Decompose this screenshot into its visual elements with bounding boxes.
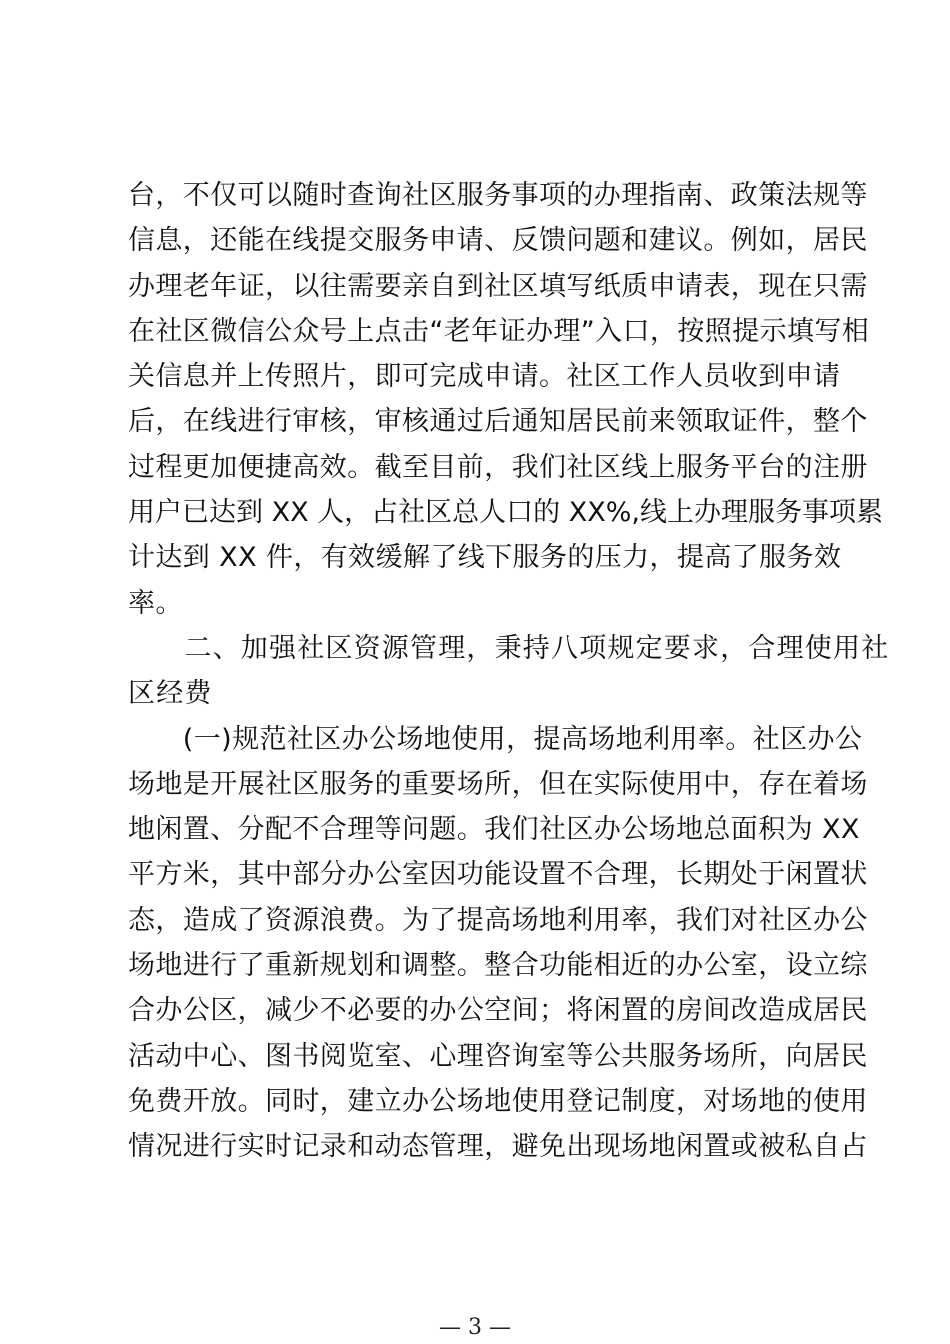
text-line: 过程更加便捷高效。截至目前，我们社区线上服务平台的注册: [128, 451, 868, 483]
text-line: 率。: [128, 587, 183, 619]
text-line: 合办公区，减少不必要的办公空间；将闲置的房间改造成居民: [128, 995, 868, 1027]
text-line: 信息，还能在线提交服务申请、反馈问题和建议。例如，居民: [128, 225, 868, 257]
text-line: 台，不仅可以随时查询社区服务事项的办理指南、政策法规等: [128, 180, 868, 211]
section-heading-line: 区经费: [128, 678, 213, 710]
section-heading-line: 二、加强社区资源管理，秉持八项规定要求，合理使用社: [128, 632, 890, 664]
text-line: 免费开放。同时，建立办公场地使用登记制度，对场地的使用: [128, 1085, 868, 1117]
subsection-heading-line: (一)规范社区办公场地使用，提高场地利用率。社区办公: [128, 723, 863, 755]
text-line: 态，造成了资源浪费。为了提高场地利用率，我们对社区办公: [128, 904, 868, 936]
text-line: 计达到 XX 件，有效缓解了线下服务的压力，提高了服务效: [128, 542, 842, 574]
text-line: 场地进行了重新规划和调整。整合功能相近的办公室，设立综: [128, 950, 868, 982]
text-line: 场地是开展社区服务的重要场所，但在实际使用中，存在着场: [128, 768, 868, 800]
text-line: 情况进行实时记录和动态管理，避免出现场地闲置或被私自占: [128, 1131, 868, 1163]
text-line: 地闲置、分配不合理等问题。我们社区办公场地总面积为 XX: [128, 814, 860, 846]
body-text: [128, 173, 890, 1170]
page-number: — 3 —: [439, 1315, 511, 1340]
text-line: 用户已达到 XX 人，占社区总人口的 XX%,线上办理服务事项累: [128, 497, 883, 529]
text-line: 活动中心、图书阅览室、心理咨询室等公共服务场所，向居民: [128, 1040, 868, 1072]
text-line: 在社区微信公众号上点击“老年证办理”入口，按照提示填写相: [128, 315, 870, 347]
text-line: 关信息并上传照片，即可完成申请。社区工作人员收到申请: [128, 361, 841, 393]
text-line: 办理老年证，以往需要亲自到社区填写纸质申请表，现在只需: [128, 270, 868, 302]
text-line: 平方米，其中部分办公室因功能设置不合理，长期处于闲置状: [128, 859, 868, 891]
text-line: 后，在线进行审核，审核通过后通知居民前来领取证件，整个: [128, 406, 868, 438]
